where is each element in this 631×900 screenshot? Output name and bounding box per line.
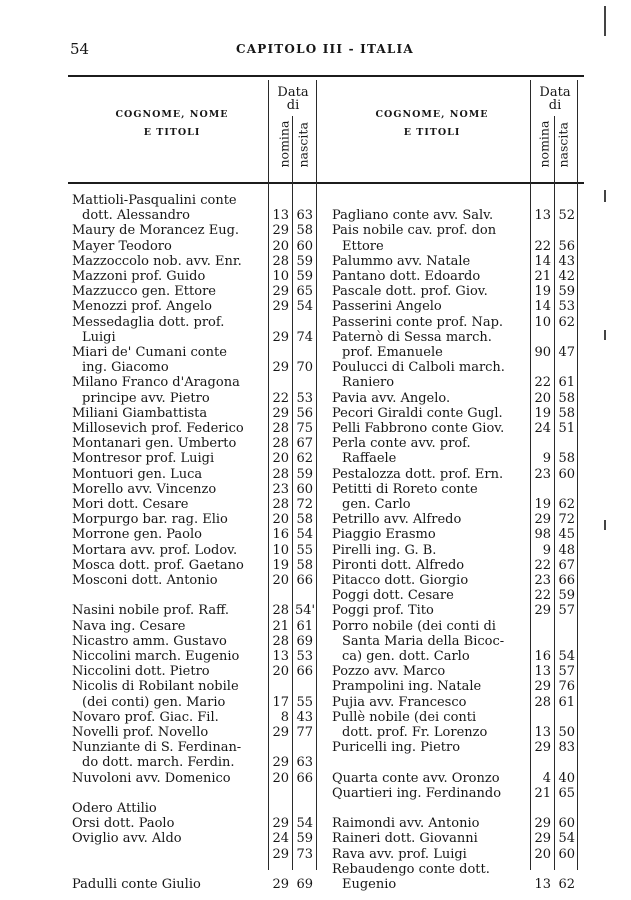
left-nomina-year: 29 (272, 284, 289, 300)
left-name: Miari de' Cumani conte (72, 345, 227, 360)
right-name: Pantano dott. Edoardo (332, 269, 481, 284)
left-name: Miliani Giambattista (72, 405, 208, 421)
left-nomina-year: 20 (272, 512, 289, 528)
left-nomina-year: 16 (272, 527, 289, 543)
left-nascita-year: 54 (296, 816, 313, 832)
left-name: Nuvoloni avv. Domenico (72, 770, 231, 786)
left-nascita-year: 58 (296, 223, 313, 239)
left-nomina-year: 29 (272, 299, 289, 315)
left-header-line2: E TITOLI (143, 127, 201, 139)
left-nascita-year: 66 (296, 573, 313, 588)
left-nomina-year: 20 (272, 664, 289, 680)
right-nascita-year: 53 (558, 299, 575, 315)
right-nomina-year: 9 (542, 542, 551, 558)
right-nascita-year: 59 (558, 284, 575, 300)
running-title: CAPITOLO III - ITALIA (236, 42, 414, 56)
left-name: ing. Giacomo (82, 360, 169, 376)
left-header-line1: COGNOME, NOME (115, 109, 229, 120)
right-nascita-year: 45 (558, 527, 575, 543)
right-nomina-year: 16 (534, 649, 551, 664)
right-name: Eugenio (342, 877, 397, 892)
left-nascita-year: 72 (296, 497, 313, 512)
left-name: Padulli conte Giulio (72, 877, 201, 892)
left-nascita-year: 69 (296, 633, 313, 649)
left-name: Milano Franco d'Aragona (72, 375, 240, 391)
left-nomina-year: 29 (272, 816, 289, 832)
left-nomina-year: 24 (272, 831, 289, 847)
left-nascita-year: 74 (296, 329, 313, 345)
right-name: Quarta conte avv. Oronzo (332, 770, 500, 786)
left-nascita-year: 70 (296, 360, 313, 376)
left-name: Novaro prof. Giac. Fil. (72, 709, 219, 725)
right-nascita-year: 59 (558, 588, 575, 604)
right-header-data (532, 86, 578, 112)
left-nascita-year: 65 (296, 284, 313, 300)
right-nascita-year: 72 (558, 512, 575, 528)
right-nascita-year: 40 (558, 770, 575, 786)
left-nomina-year: 28 (272, 253, 289, 269)
left-nascita-year: 60 (296, 481, 313, 497)
right-name: ca) gen. dott. Carlo (342, 649, 470, 664)
left-nomina-year: 8 (280, 709, 289, 725)
left-name: principe avv. Pietro (82, 390, 210, 406)
left-name: Montuori gen. Luca (72, 466, 203, 482)
right-nomina-year: 4 (542, 770, 551, 786)
left-nascita-year: 53 (296, 649, 313, 664)
left-name: Messedaglia dott. prof. (72, 314, 225, 330)
left-name: Nicolis di Robilant nobile (72, 679, 239, 695)
left-name: Montresor prof. Luigi (72, 451, 215, 467)
right-nascita-year: 62 (558, 314, 575, 330)
right-nascita-year: 76 (558, 679, 575, 695)
right-nascita-year: 60 (558, 466, 575, 482)
left-nascita-year: 59 (296, 831, 313, 847)
right-nascita-year: 51 (558, 421, 575, 436)
left-nomina-year: 28 (272, 603, 289, 619)
left-name: Mayer Teodoro (72, 238, 172, 254)
left-nomina-year: 10 (272, 542, 289, 558)
left-name: Montanari gen. Umberto (72, 436, 237, 452)
left-nascita-year: 55 (296, 542, 313, 558)
left-header-name (92, 106, 252, 142)
left-nomina-year: 19 (272, 557, 289, 573)
left-nomina-year: 21 (272, 618, 289, 634)
left-name: Oviglio avv. Aldo (72, 831, 182, 847)
right-header-nascita: nascita (555, 122, 571, 168)
right-nomina-year: 22 (534, 557, 551, 573)
left-nascita-year: 54 (296, 299, 313, 315)
right-nomina-year: 29 (534, 740, 551, 756)
left-nomina-year: 28 (272, 421, 289, 436)
right-header-name (352, 106, 512, 142)
left-nascita-year: 54 (296, 527, 313, 543)
right-header-data-line2: di (548, 98, 562, 113)
left-name: Nicastro amm. Gustavo (72, 633, 227, 649)
left-nascita-year: 66 (296, 770, 313, 786)
left-name: Niccolini dott. Pietro (72, 664, 210, 680)
right-name: Passerini Angelo (332, 299, 442, 315)
right-nomina-year: 23 (534, 573, 551, 588)
right-name: Ettore (342, 238, 384, 254)
right-name: Pitacco dott. Giorgio (332, 573, 469, 588)
right-name: Pozzo avv. Marco (332, 664, 446, 680)
right-name: Piaggio Erasmo (332, 527, 436, 543)
right-nomina-year: 22 (534, 588, 551, 604)
right-nascita-year: 60 (558, 816, 575, 832)
left-nascita-year: 62 (296, 451, 313, 467)
left-nomina-year: 29 (272, 846, 289, 862)
right-name: Pagliano conte avv. Salv. (332, 208, 494, 224)
right-name: Passerini conte prof. Nap. (332, 314, 504, 330)
right-nomina-year: 28 (534, 694, 551, 710)
right-name: Petitti di Roreto conte (332, 481, 478, 497)
right-nomina-year: 90 (534, 345, 551, 360)
right-name: Palummo avv. Natale (332, 253, 471, 269)
left-nomina-year: 29 (272, 329, 289, 345)
right-nomina-year: 23 (534, 466, 551, 482)
left-name: Menozzi prof. Angelo (72, 299, 212, 315)
left-header-nomina: nomina (276, 120, 292, 168)
left-name: do dott. march. Ferdin. (82, 755, 235, 771)
right-name: Raineri dott. Giovanni (332, 831, 478, 847)
right-nascita-year: 57 (558, 664, 575, 680)
left-name: Maury de Morancez Eug. (72, 223, 240, 239)
right-name: Pujia avv. Francesco (332, 694, 467, 710)
left-name: Mortara avv. prof. Lodov. (72, 542, 238, 558)
header-bottom-rule (68, 182, 584, 184)
left-name: Odero Attilio (72, 801, 157, 816)
right-name: Pelli Fabbrono conte Giov. (332, 421, 505, 436)
right-nascita-year: 43 (558, 253, 575, 269)
right-nomina-year: 13 (534, 725, 551, 740)
right-nomina-year: 13 (534, 208, 551, 224)
left-nomina-year: 17 (272, 694, 289, 710)
left-nomina-year: 29 (272, 877, 289, 892)
left-header-data (270, 86, 316, 112)
left-nomina-year: 22 (272, 390, 289, 406)
left-nomina-year: 28 (272, 497, 289, 512)
right-nascita-year: 61 (558, 375, 575, 391)
right-nomina-year: 13 (534, 877, 551, 892)
left-name: Morello avv. Vincenzo (72, 481, 217, 497)
right-name: Perla conte avv. prof. (332, 436, 471, 452)
left-name: Morpurgo bar. rag. Elio (72, 512, 228, 528)
left-nascita-year: 69 (296, 877, 313, 892)
right-nomina-year: 9 (542, 451, 551, 467)
left-name: Mori dott. Cesare (72, 497, 189, 512)
left-nomina-year: 28 (272, 466, 289, 482)
right-nomina-year: 29 (534, 816, 551, 832)
right-header-nomina: nomina (536, 120, 552, 168)
right-nascita-year: 58 (558, 405, 575, 421)
right-nascita-year: 62 (558, 877, 575, 892)
left-nomina-year: 29 (272, 725, 289, 740)
right-name: Raniero (342, 375, 395, 391)
left-nomina-year: 20 (272, 770, 289, 786)
right-name: Petrillo avv. Alfredo (332, 512, 462, 528)
left-nascita-year: 66 (296, 664, 313, 680)
right-nomina-year: 29 (534, 603, 551, 619)
left-name: dott. Alessandro (82, 208, 190, 224)
right-nomina-year: 29 (534, 831, 551, 847)
left-name: Mosca dott. prof. Gaetano (72, 557, 244, 573)
left-nascita-year: 75 (296, 421, 313, 436)
left-nascita-year: 58 (296, 557, 313, 573)
left-nomina-year: 29 (272, 223, 289, 239)
left-nascita-year: 54' (295, 603, 316, 619)
left-nascita-year: 59 (296, 269, 313, 284)
right-name: Pavia avv. Angelo. (332, 390, 451, 406)
left-name: Niccolini march. Eugenio (72, 649, 240, 664)
left-nascita-year: 56 (296, 405, 313, 421)
right-name: dott. prof. Fr. Lorenzo (342, 725, 488, 740)
right-nascita-year: 54 (558, 831, 575, 847)
left-nascita-year: 60 (296, 238, 313, 254)
right-nomina-year: 14 (534, 253, 551, 269)
right-name: Raimondi avv. Antonio (332, 816, 480, 832)
right-nomina-year: 19 (534, 497, 551, 512)
left-nomina-year: 13 (272, 208, 289, 224)
right-nascita-year: 62 (558, 497, 575, 512)
right-nascita-year: 61 (558, 694, 575, 710)
right-name: Rebaudengo conte dott. (332, 861, 490, 877)
left-nomina-year: 20 (272, 451, 289, 467)
left-name: Luigi (82, 329, 116, 345)
right-header-data-line1: Data (539, 85, 571, 100)
right-nascita-year: 54 (558, 649, 575, 664)
right-nascita-year: 48 (558, 542, 575, 558)
right-nascita-year: 56 (558, 238, 575, 254)
left-nomina-year: 20 (272, 238, 289, 254)
left-header-nascita: nascita (295, 122, 311, 168)
right-nomina-year: 19 (534, 284, 551, 300)
right-nascita-year: 57 (558, 603, 575, 619)
left-nascita-year: 58 (296, 512, 313, 528)
header-top-rule (68, 75, 584, 77)
left-nomina-year: 20 (272, 573, 289, 588)
right-nascita-year: 83 (558, 740, 575, 756)
left-nomina-year: 13 (272, 649, 289, 664)
right-nomina-year: 14 (534, 299, 551, 315)
left-nascita-year: 73 (296, 846, 313, 862)
left-nascita-year: 53 (296, 390, 313, 406)
right-nomina-year: 98 (534, 527, 551, 543)
right-row (0, 876, 631, 893)
right-nomina-year: 20 (534, 390, 551, 406)
right-nomina-year: 20 (534, 846, 551, 862)
left-nomina-year: 29 (272, 405, 289, 421)
right-nascita-year: 66 (558, 573, 575, 588)
right-name: Raffaele (342, 451, 397, 467)
right-name: Pullè nobile (dei conti (332, 709, 477, 725)
right-name: Pestalozza dott. prof. Ern. (332, 466, 504, 482)
right-nomina-year: 19 (534, 405, 551, 421)
left-header-data-line1: Data (277, 85, 309, 100)
right-name: prof. Emanuele (342, 345, 443, 360)
page-edge-mark (604, 6, 606, 36)
left-name: Mazzoccolo nob. avv. Enr. (72, 253, 242, 269)
left-nascita-year: 63 (296, 208, 313, 224)
left-nomina-year: 29 (272, 360, 289, 376)
left-nascita-year: 55 (296, 694, 313, 710)
right-name: Pais nobile cav. prof. don (332, 223, 497, 239)
right-name: Quartieri ing. Ferdinando (332, 785, 502, 801)
right-name: Prampolini ing. Natale (332, 679, 482, 695)
left-nascita-year: 59 (296, 466, 313, 482)
left-nomina-year: 28 (272, 436, 289, 452)
right-nomina-year: 29 (534, 679, 551, 695)
right-name: Santa Maria della Bicoc- (342, 633, 505, 649)
left-nomina-year: 28 (272, 633, 289, 649)
right-nomina-year: 21 (534, 269, 551, 284)
right-nomina-year: 10 (534, 314, 551, 330)
left-name: Novelli prof. Novello (72, 725, 209, 740)
right-header-line1: COGNOME, NOME (375, 109, 489, 120)
left-nascita-year: 67 (296, 436, 313, 452)
right-name: Poggi prof. Tito (332, 603, 434, 619)
right-name: Poulucci di Calboli march. (332, 360, 505, 376)
right-name: gen. Carlo (342, 497, 411, 512)
right-nascita-year: 52 (558, 208, 575, 224)
right-name: Porro nobile (dei conti di (332, 618, 496, 634)
page-number: 54 (70, 40, 90, 58)
right-nascita-year: 60 (558, 846, 575, 862)
right-nascita-year: 67 (558, 557, 575, 573)
right-nomina-year: 13 (534, 664, 551, 680)
left-nascita-year: 63 (296, 755, 313, 771)
right-name: Paternò di Sessa march. (332, 329, 492, 345)
right-nascita-year: 58 (558, 451, 575, 467)
right-nascita-year: 47 (558, 345, 575, 360)
right-name: Poggi dott. Cesare (332, 588, 454, 604)
left-nomina-year: 29 (272, 755, 289, 771)
left-nascita-year: 43 (296, 709, 313, 725)
left-name: Nava ing. Cesare (72, 618, 186, 634)
right-name: Rava avv. prof. Luigi (332, 846, 467, 862)
left-name: (dei conti) gen. Mario (82, 694, 226, 710)
right-name: Pirelli ing. G. B. (332, 542, 437, 558)
right-name: Puricelli ing. Pietro (332, 740, 461, 756)
right-nomina-year: 22 (534, 375, 551, 391)
right-name: Pascale dott. prof. Giov. (332, 284, 488, 300)
right-nomina-year: 21 (534, 785, 551, 801)
right-nascita-year: 58 (558, 390, 575, 406)
right-nascita-year: 65 (558, 785, 575, 801)
left-nascita-year: 59 (296, 253, 313, 269)
left-name: Mattioli-Pasqualini conte (72, 193, 237, 208)
left-name: Morrone gen. Paolo (72, 527, 202, 543)
left-name: Mazzoni prof. Guido (72, 269, 206, 284)
left-nascita-year: 61 (296, 618, 313, 634)
right-header-line2: E TITOLI (403, 127, 461, 139)
left-name: Mazzucco gen. Ettore (72, 284, 216, 300)
left-name: Nasini nobile prof. Raff. (72, 603, 229, 619)
right-nomina-year: 24 (534, 421, 551, 436)
left-name: Orsi dott. Paolo (72, 816, 175, 832)
right-nomina-year: 29 (534, 512, 551, 528)
left-header-data-line2: di (286, 98, 300, 113)
right-nomina-year: 22 (534, 238, 551, 254)
left-name: Mosconi dott. Antonio (72, 573, 218, 588)
left-name: Millosevich prof. Federico (72, 421, 244, 436)
left-nomina-year: 10 (272, 269, 289, 284)
right-name: Pironti dott. Alfredo (332, 557, 465, 573)
left-name: Nunziante di S. Ferdinan- (72, 740, 242, 756)
right-name: Pecori Giraldi conte Gugl. (332, 405, 503, 421)
left-nascita-year: 77 (296, 725, 313, 740)
right-nascita-year: 42 (558, 269, 575, 284)
left-nomina-year: 23 (272, 481, 289, 497)
right-nascita-year: 50 (558, 725, 575, 740)
